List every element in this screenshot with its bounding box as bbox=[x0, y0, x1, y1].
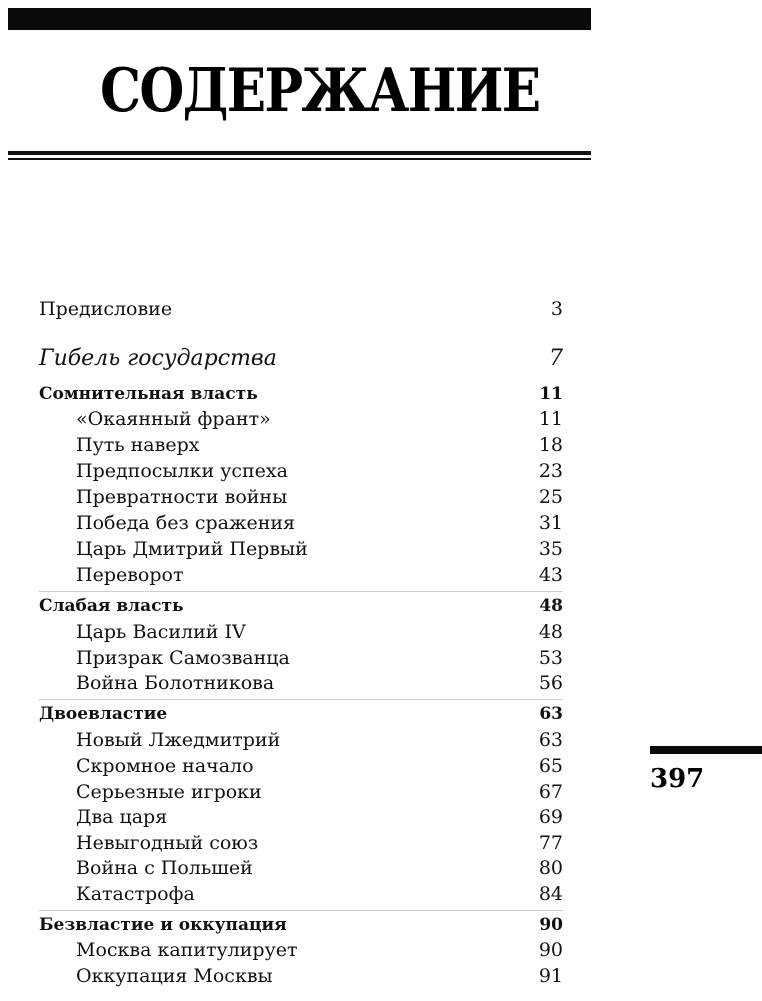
toc-subentry-label: «Окаянный франт» bbox=[76, 408, 271, 430]
toc-subentry[interactable] bbox=[39, 965, 563, 987]
page-number-bar bbox=[650, 746, 762, 754]
section-divider bbox=[39, 910, 563, 911]
toc-subentry-page: 84 bbox=[538, 883, 563, 905]
toc-entry-label: Предисловие bbox=[39, 298, 173, 320]
toc-subentry[interactable] bbox=[39, 621, 563, 643]
toc-subentry-label: Предпосылки успеха bbox=[76, 460, 288, 482]
toc-part-label: Гибель государства bbox=[39, 346, 277, 371]
toc-subentry-page: 23 bbox=[538, 460, 563, 482]
toc-subentry-label: Превратности войны bbox=[76, 486, 288, 508]
toc-subentry[interactable] bbox=[39, 832, 563, 854]
toc-subentry[interactable] bbox=[39, 408, 563, 430]
toc-subentry[interactable] bbox=[39, 939, 563, 961]
toc-subentry-page: 69 bbox=[538, 806, 563, 828]
toc-chapter-page: 48 bbox=[539, 596, 563, 616]
toc-chapter-label: Двоевластие bbox=[39, 704, 168, 724]
toc-subentry-page: 18 bbox=[538, 434, 563, 456]
toc-subentry-label: Скромное начало bbox=[76, 755, 254, 777]
toc-entry-preface[interactable] bbox=[39, 298, 563, 320]
toc-subentry-page: 67 bbox=[538, 781, 563, 803]
toc-subentry-page: 48 bbox=[538, 621, 563, 643]
toc-subentry-label: Москва капитулирует bbox=[76, 939, 298, 961]
toc-subentry-page: 56 bbox=[538, 672, 563, 694]
toc-subentry[interactable] bbox=[39, 672, 563, 694]
toc-subentry[interactable] bbox=[39, 564, 563, 586]
toc-chapter-page: 11 bbox=[539, 384, 563, 404]
toc-chapter-page: 90 bbox=[539, 915, 563, 935]
toc-subentry-page: 31 bbox=[538, 512, 563, 534]
toc-subentry-page: 25 bbox=[538, 486, 563, 508]
section-divider bbox=[39, 699, 563, 700]
toc-subentry-label: Серьезные игроки bbox=[76, 781, 262, 803]
toc-chapter[interactable] bbox=[39, 596, 563, 616]
toc-subentry-label: Оккупация Москвы bbox=[76, 965, 273, 987]
toc-subentry[interactable] bbox=[39, 460, 563, 482]
toc-subentry-label: Переворот bbox=[76, 564, 184, 586]
toc-subentry-label: Победа без сражения bbox=[76, 512, 296, 534]
toc-subentry-page: 77 bbox=[538, 832, 563, 854]
toc-chapter-page: 63 bbox=[539, 704, 563, 724]
toc-chapter[interactable] bbox=[39, 915, 563, 935]
toc-subentry-label: Невыгодный союз bbox=[76, 832, 259, 854]
toc-subentry-label: Новый Лжедмитрий bbox=[76, 729, 281, 751]
toc-subentry-page: 91 bbox=[538, 965, 563, 987]
header-rule-thin bbox=[8, 158, 591, 160]
page-number: 397 bbox=[650, 764, 705, 794]
section-divider bbox=[39, 591, 563, 592]
toc-subentry[interactable] bbox=[39, 729, 563, 751]
toc-subentry-page: 53 bbox=[538, 647, 563, 669]
toc-part-heading[interactable] bbox=[39, 346, 563, 371]
toc-subentry[interactable] bbox=[39, 781, 563, 803]
toc-subentry-label: Катастрофа bbox=[76, 883, 195, 905]
toc-chapter[interactable] bbox=[39, 384, 563, 404]
toc-subentry[interactable] bbox=[39, 434, 563, 456]
toc-subentry[interactable] bbox=[39, 486, 563, 508]
toc-chapter-label: Слабая власть bbox=[39, 596, 184, 616]
header-top-bar bbox=[8, 8, 591, 30]
toc-chapter[interactable] bbox=[39, 704, 563, 724]
toc-subentry-page: 80 bbox=[538, 857, 563, 879]
toc-subentry[interactable] bbox=[39, 512, 563, 534]
toc-subentry-label: Путь наверх bbox=[76, 434, 200, 456]
toc-subentry-page: 43 bbox=[538, 564, 563, 586]
toc-chapter-label: Безвластие и оккупация bbox=[39, 915, 287, 935]
toc-subentry-label: Царь Василий IV bbox=[76, 621, 246, 643]
toc-subentry-page: 63 bbox=[538, 729, 563, 751]
header-rule-thick bbox=[8, 151, 591, 155]
toc-part-page: 7 bbox=[549, 346, 563, 371]
toc-subentry-page: 11 bbox=[538, 408, 563, 430]
toc-subentry[interactable] bbox=[39, 857, 563, 879]
toc-entry-page: 3 bbox=[550, 298, 563, 320]
toc-subentry[interactable] bbox=[39, 755, 563, 777]
toc-subentry[interactable] bbox=[39, 806, 563, 828]
toc-subentry-label: Война Болотникова bbox=[76, 672, 275, 694]
toc-subentry-label: Два царя bbox=[76, 806, 168, 828]
toc-subentry-label: Царь Дмитрий Первый bbox=[76, 538, 308, 560]
toc-subentry-page: 90 bbox=[538, 939, 563, 961]
toc-subentry-page: 65 bbox=[538, 755, 563, 777]
toc-chapter-label: Сомнительная власть bbox=[39, 384, 258, 404]
toc-subentry[interactable] bbox=[39, 883, 563, 905]
page-title: СОДЕРЖАНИЕ bbox=[100, 56, 540, 126]
toc-subentry[interactable] bbox=[39, 538, 563, 560]
toc-subentry-label: Призрак Самозванца bbox=[76, 647, 290, 669]
toc-subentry-label: Война с Польшей bbox=[76, 857, 253, 879]
toc-subentry-page: 35 bbox=[538, 538, 563, 560]
toc-subentry[interactable] bbox=[39, 647, 563, 669]
